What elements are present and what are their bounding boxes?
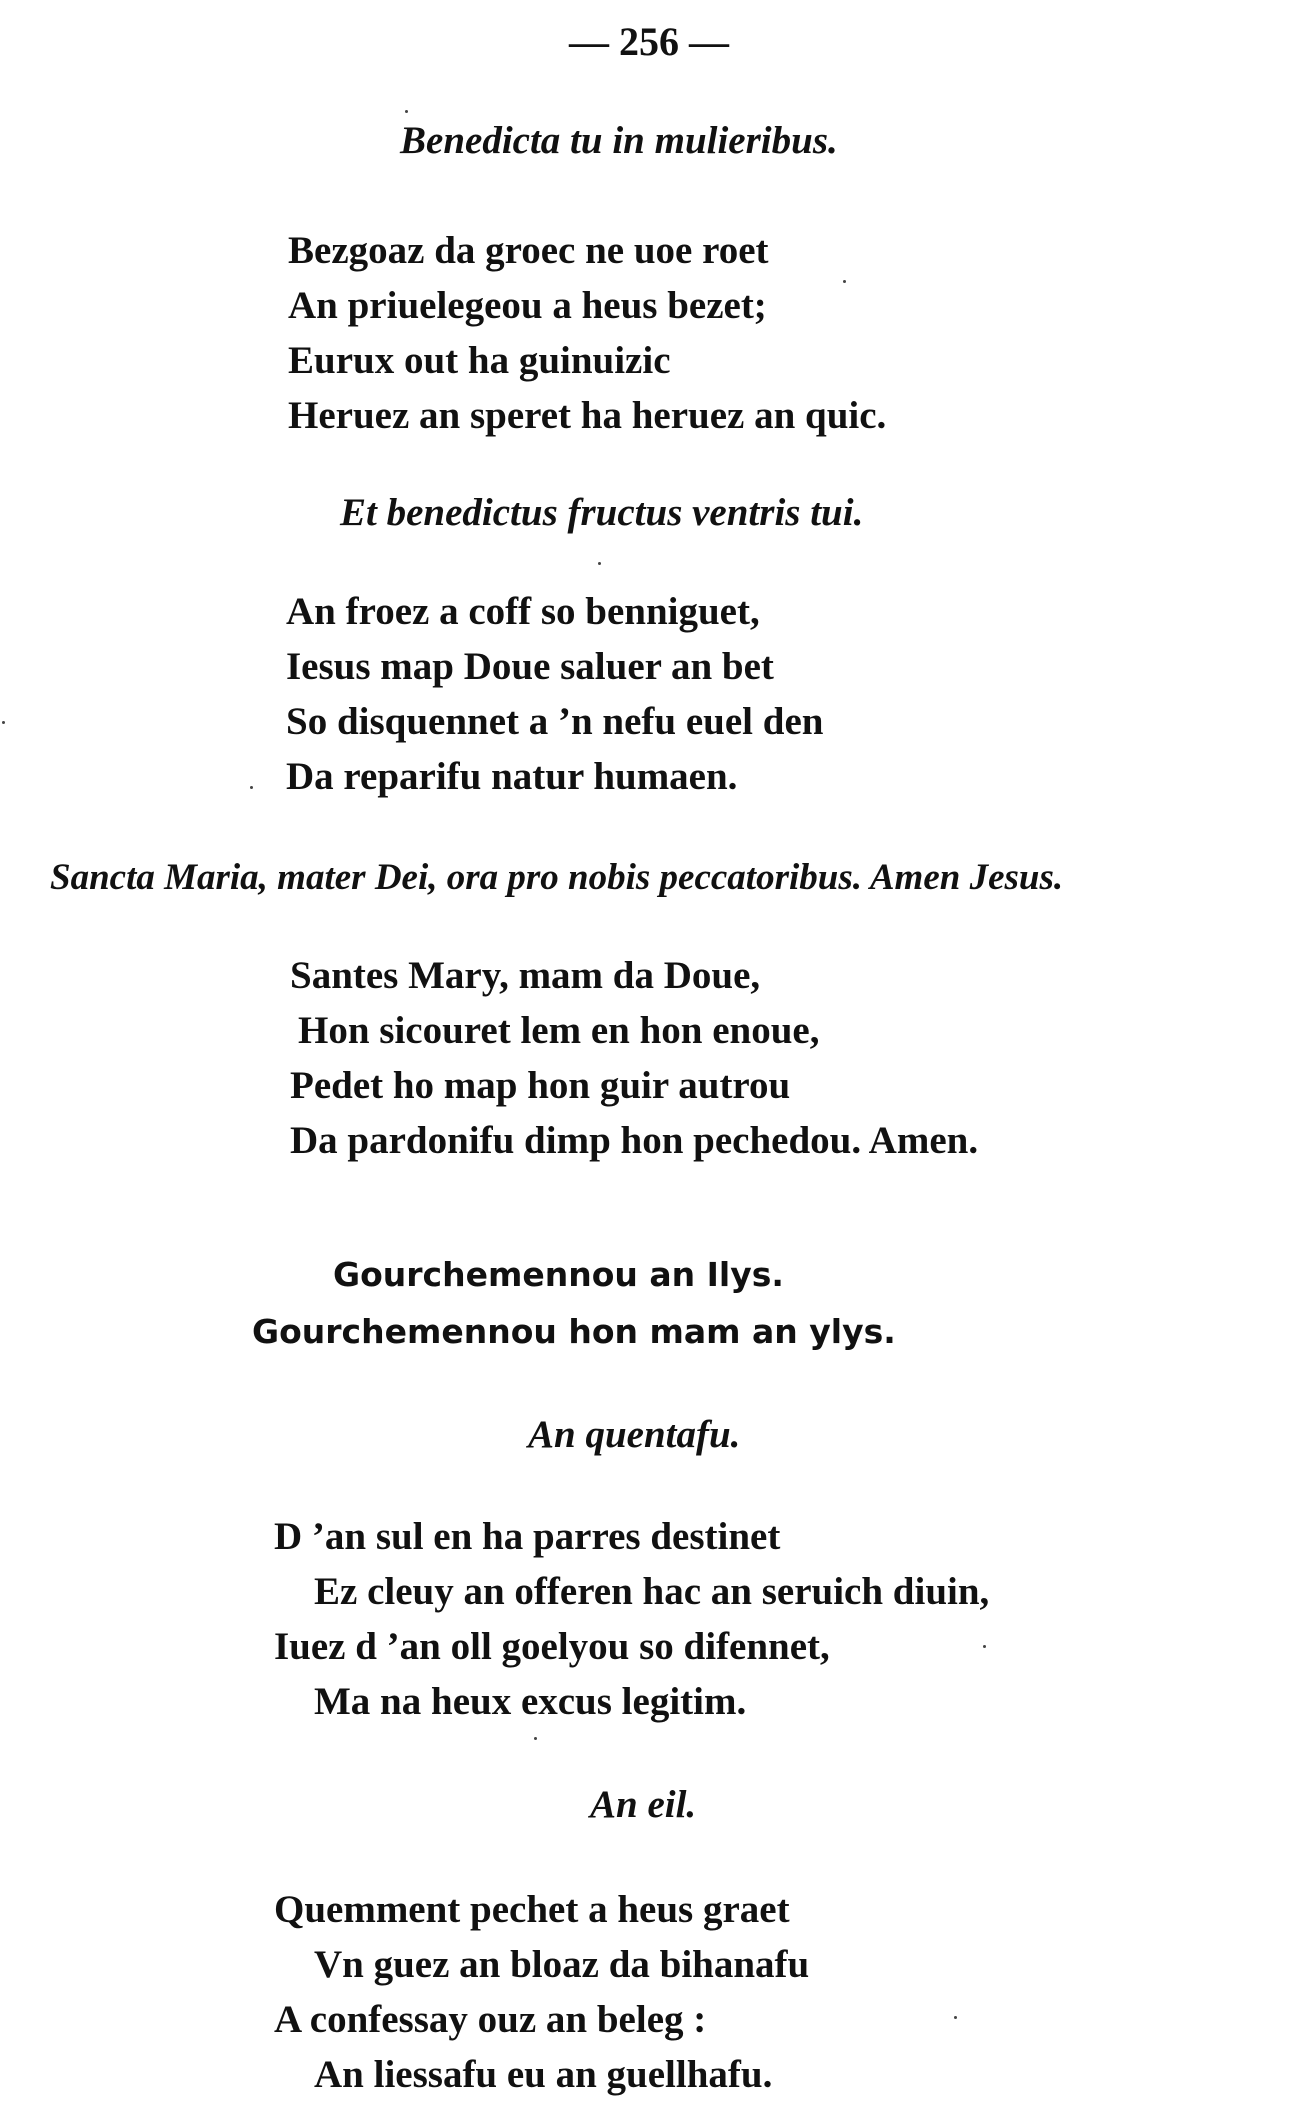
verse-line: Bezgoaz da groec ne uoe roet — [288, 229, 769, 272]
scan-speck — [405, 110, 408, 113]
commandment-verse — [274, 1882, 809, 2102]
scan-speck — [843, 280, 846, 283]
verse-line: Ez cleuy an offeren hac an seruich diuin, — [314, 1570, 990, 1613]
latin-verse-heading: Et benedictus fructus ventris tui. — [340, 491, 864, 534]
section-subtitle: Gourchemennou hon mam an ylys. — [252, 1312, 896, 1351]
latin-verse-heading: Benedicta tu in mulieribus. — [400, 119, 838, 162]
breton-verse — [288, 223, 886, 443]
verse-line: Hon sicouret lem en hon enoue, — [298, 1009, 820, 1052]
verse-line: An froez a coff so benniguet, — [286, 590, 760, 633]
commandment-verse — [274, 1509, 989, 1729]
latin-verse-heading: Sancta Maria, mater Dei, ora pro nobis peccatoribus. Amen Jesus. — [50, 857, 1064, 898]
verse-line: Da reparifu natur humaen. — [286, 755, 738, 798]
verse-line: A confessay ouz an beleg : — [274, 1998, 707, 2041]
breton-verse — [286, 584, 823, 804]
scan-speck — [983, 1645, 986, 1648]
verse-line: Heruez an speret ha heruez an quic. — [288, 394, 887, 437]
verse-line: Iesus map Doue saluer an bet — [286, 645, 774, 688]
page-number: — 256 — — [569, 19, 729, 64]
section-title: Gourchemennou an Ilys. — [333, 1255, 784, 1294]
scan-speck — [954, 2016, 957, 2019]
verse-line: D ’an sul en ha parres destinet — [274, 1515, 781, 1558]
verse-line: Ma na heux excus legitim. — [314, 1680, 747, 1723]
verse-line: So disquennet a ’n nefu euel den — [286, 700, 824, 743]
verse-line: An priuelegeou a heus bezet; — [288, 284, 767, 327]
commandment-heading: An quentafu. — [528, 1413, 741, 1456]
scan-speck — [598, 562, 601, 565]
verse-line: Da pardonifu dimp hon pechedou. Amen. — [290, 1119, 979, 1162]
breton-verse — [290, 948, 978, 1168]
verse-line: Vn guez an bloaz da bihanafu — [314, 1943, 810, 1986]
verse-line: An liessafu eu an guellhafu. — [314, 2053, 773, 2096]
commandment-heading: An eil. — [590, 1783, 697, 1826]
verse-line: Quemment pechet a heus graet — [274, 1888, 790, 1931]
scan-speck — [534, 1737, 537, 1740]
verse-line: Pedet ho map hon guir autrou — [290, 1064, 791, 1107]
scan-speck — [250, 786, 253, 789]
scan-speck — [2, 721, 5, 724]
verse-line: Santes Mary, mam da Doue, — [290, 954, 761, 997]
verse-line: Eurux out ha guinuizic — [288, 339, 671, 382]
verse-line: Iuez d ’an oll goelyou so difennet, — [274, 1625, 830, 1668]
